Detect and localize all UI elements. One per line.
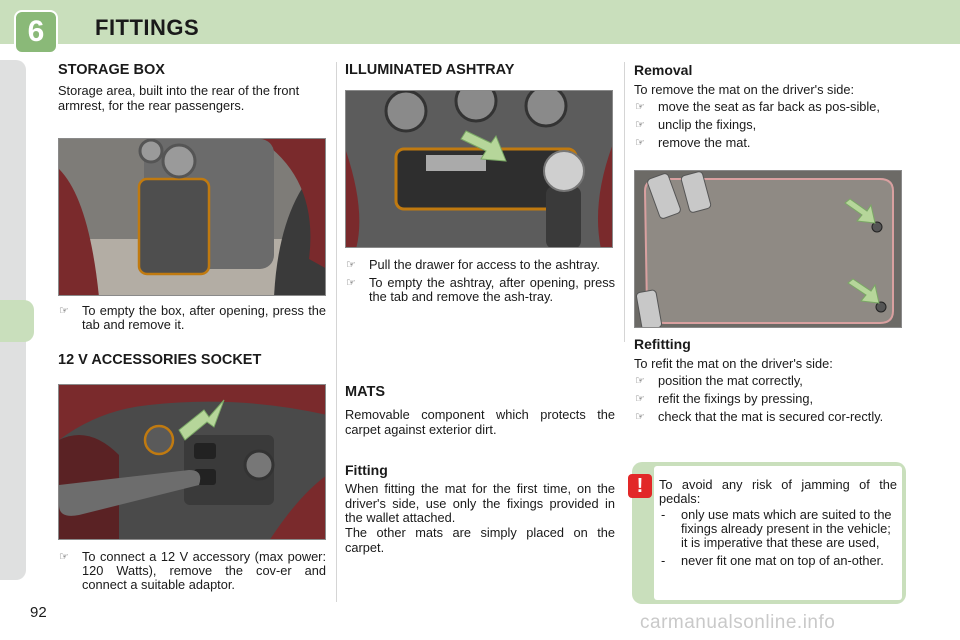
pointing-hand-icon: ☞	[59, 305, 69, 317]
list-item	[634, 392, 904, 406]
bullet-text: unclip the fixings,	[658, 117, 757, 132]
list-item	[345, 258, 615, 272]
socket-bullets	[58, 550, 326, 596]
list-item	[634, 374, 904, 388]
bullet-text: position the mat correctly,	[658, 373, 803, 388]
storage-box-photo	[58, 138, 326, 296]
chapter-tab-active[interactable]	[0, 300, 34, 342]
warning-item-text: never fit one mat on top of an-other.	[681, 553, 884, 568]
list-item	[634, 118, 904, 132]
pointing-hand-icon: ☞	[59, 551, 69, 563]
pointing-hand-icon: ☞	[635, 393, 645, 405]
list-item	[634, 410, 904, 424]
list-item: - never fit one mat on top of an-other.	[661, 553, 884, 568]
bullet-text: Pull the drawer for access to the ashtray.	[369, 257, 600, 272]
storage-box-heading: STORAGE BOX	[58, 62, 165, 78]
warning-text: To avoid any risk of jamming of the pedals:	[659, 477, 897, 506]
ashtray-photo	[345, 90, 613, 248]
storage-box-text: Storage area, built into the rear of the front armrest, for the rear passengers.	[58, 83, 300, 113]
bullet-text: To connect a 12 V accessory (max power: 120 Watts), remove the cov-er and connect a suitable adaptor.	[82, 549, 326, 592]
ashtray-heading: ILLUMINATED ASHTRAY	[345, 62, 515, 78]
pointing-hand-icon: ☞	[635, 411, 645, 423]
pointing-hand-icon: ☞	[635, 375, 645, 387]
pointing-hand-icon: ☞	[346, 277, 356, 289]
chapter-number-badge: 6	[14, 10, 58, 54]
bullet-text: remove the mat.	[658, 135, 751, 150]
list-item	[634, 100, 904, 114]
list-item	[58, 304, 326, 332]
removal-heading: Removal	[634, 62, 693, 78]
pointing-hand-icon: ☞	[635, 119, 645, 131]
bullet-text: To empty the ashtray, after opening, press the tab and remove the ash-tray.	[369, 275, 615, 304]
pointing-hand-icon: ☞	[635, 137, 645, 149]
refitting-intro: To refit the mat on the driver's side:	[634, 356, 833, 371]
column-divider-right	[624, 62, 625, 342]
pointing-hand-icon: ☞	[346, 259, 356, 271]
watermark: carmanualsonline.info	[640, 612, 836, 633]
pointing-hand-icon: ☞	[635, 101, 645, 113]
bullet-text: refit the fixings by pressing,	[658, 391, 814, 406]
bullet-text: check that the mat is secured cor-rectly.	[658, 409, 884, 424]
socket-photo	[58, 384, 326, 540]
column-divider-left	[336, 62, 337, 602]
refitting-bullets	[634, 374, 904, 428]
fitting-text-other-mats: The other mats are simply placed on the carpet.	[345, 525, 615, 555]
mats-text: Removable component which protects the carpet against exterior dirt.	[345, 407, 615, 437]
fitting-text: When fitting the mat for the first time, on the driver's side, use only the fixings provided in the wallet attached.	[345, 481, 615, 525]
warning-icon: !	[628, 474, 652, 498]
page-number: 92	[30, 604, 47, 621]
warning-list	[659, 508, 897, 572]
list-item	[58, 550, 326, 592]
removal-bullets	[634, 100, 904, 154]
storage-box-bullets	[58, 304, 326, 336]
refitting-heading: Refitting	[634, 336, 691, 352]
ashtray-bullets	[345, 258, 615, 308]
mat-photo	[634, 170, 902, 328]
bullet-text: move the seat as far back as pos-sible,	[658, 99, 880, 114]
warning-item-text: only use mats which are suited to the fixings already present in the vehicle; it is imperative that these are used,	[681, 507, 892, 550]
removal-intro: To remove the mat on the driver's side:	[634, 82, 855, 97]
page-title: FITTINGS	[95, 15, 200, 40]
mats-heading: MATS	[345, 384, 386, 400]
fitting-heading: Fitting	[345, 462, 388, 478]
list-item: - only use mats which are suited to the fixings already present in the vehicle; it is imperative that these are used,	[661, 507, 892, 550]
bullet-text: To empty the box, after opening, press the tab and remove it.	[82, 303, 326, 332]
list-item	[345, 276, 615, 304]
socket-heading: 12 V ACCESSORIES SOCKET	[58, 352, 262, 368]
list-item	[634, 136, 904, 150]
